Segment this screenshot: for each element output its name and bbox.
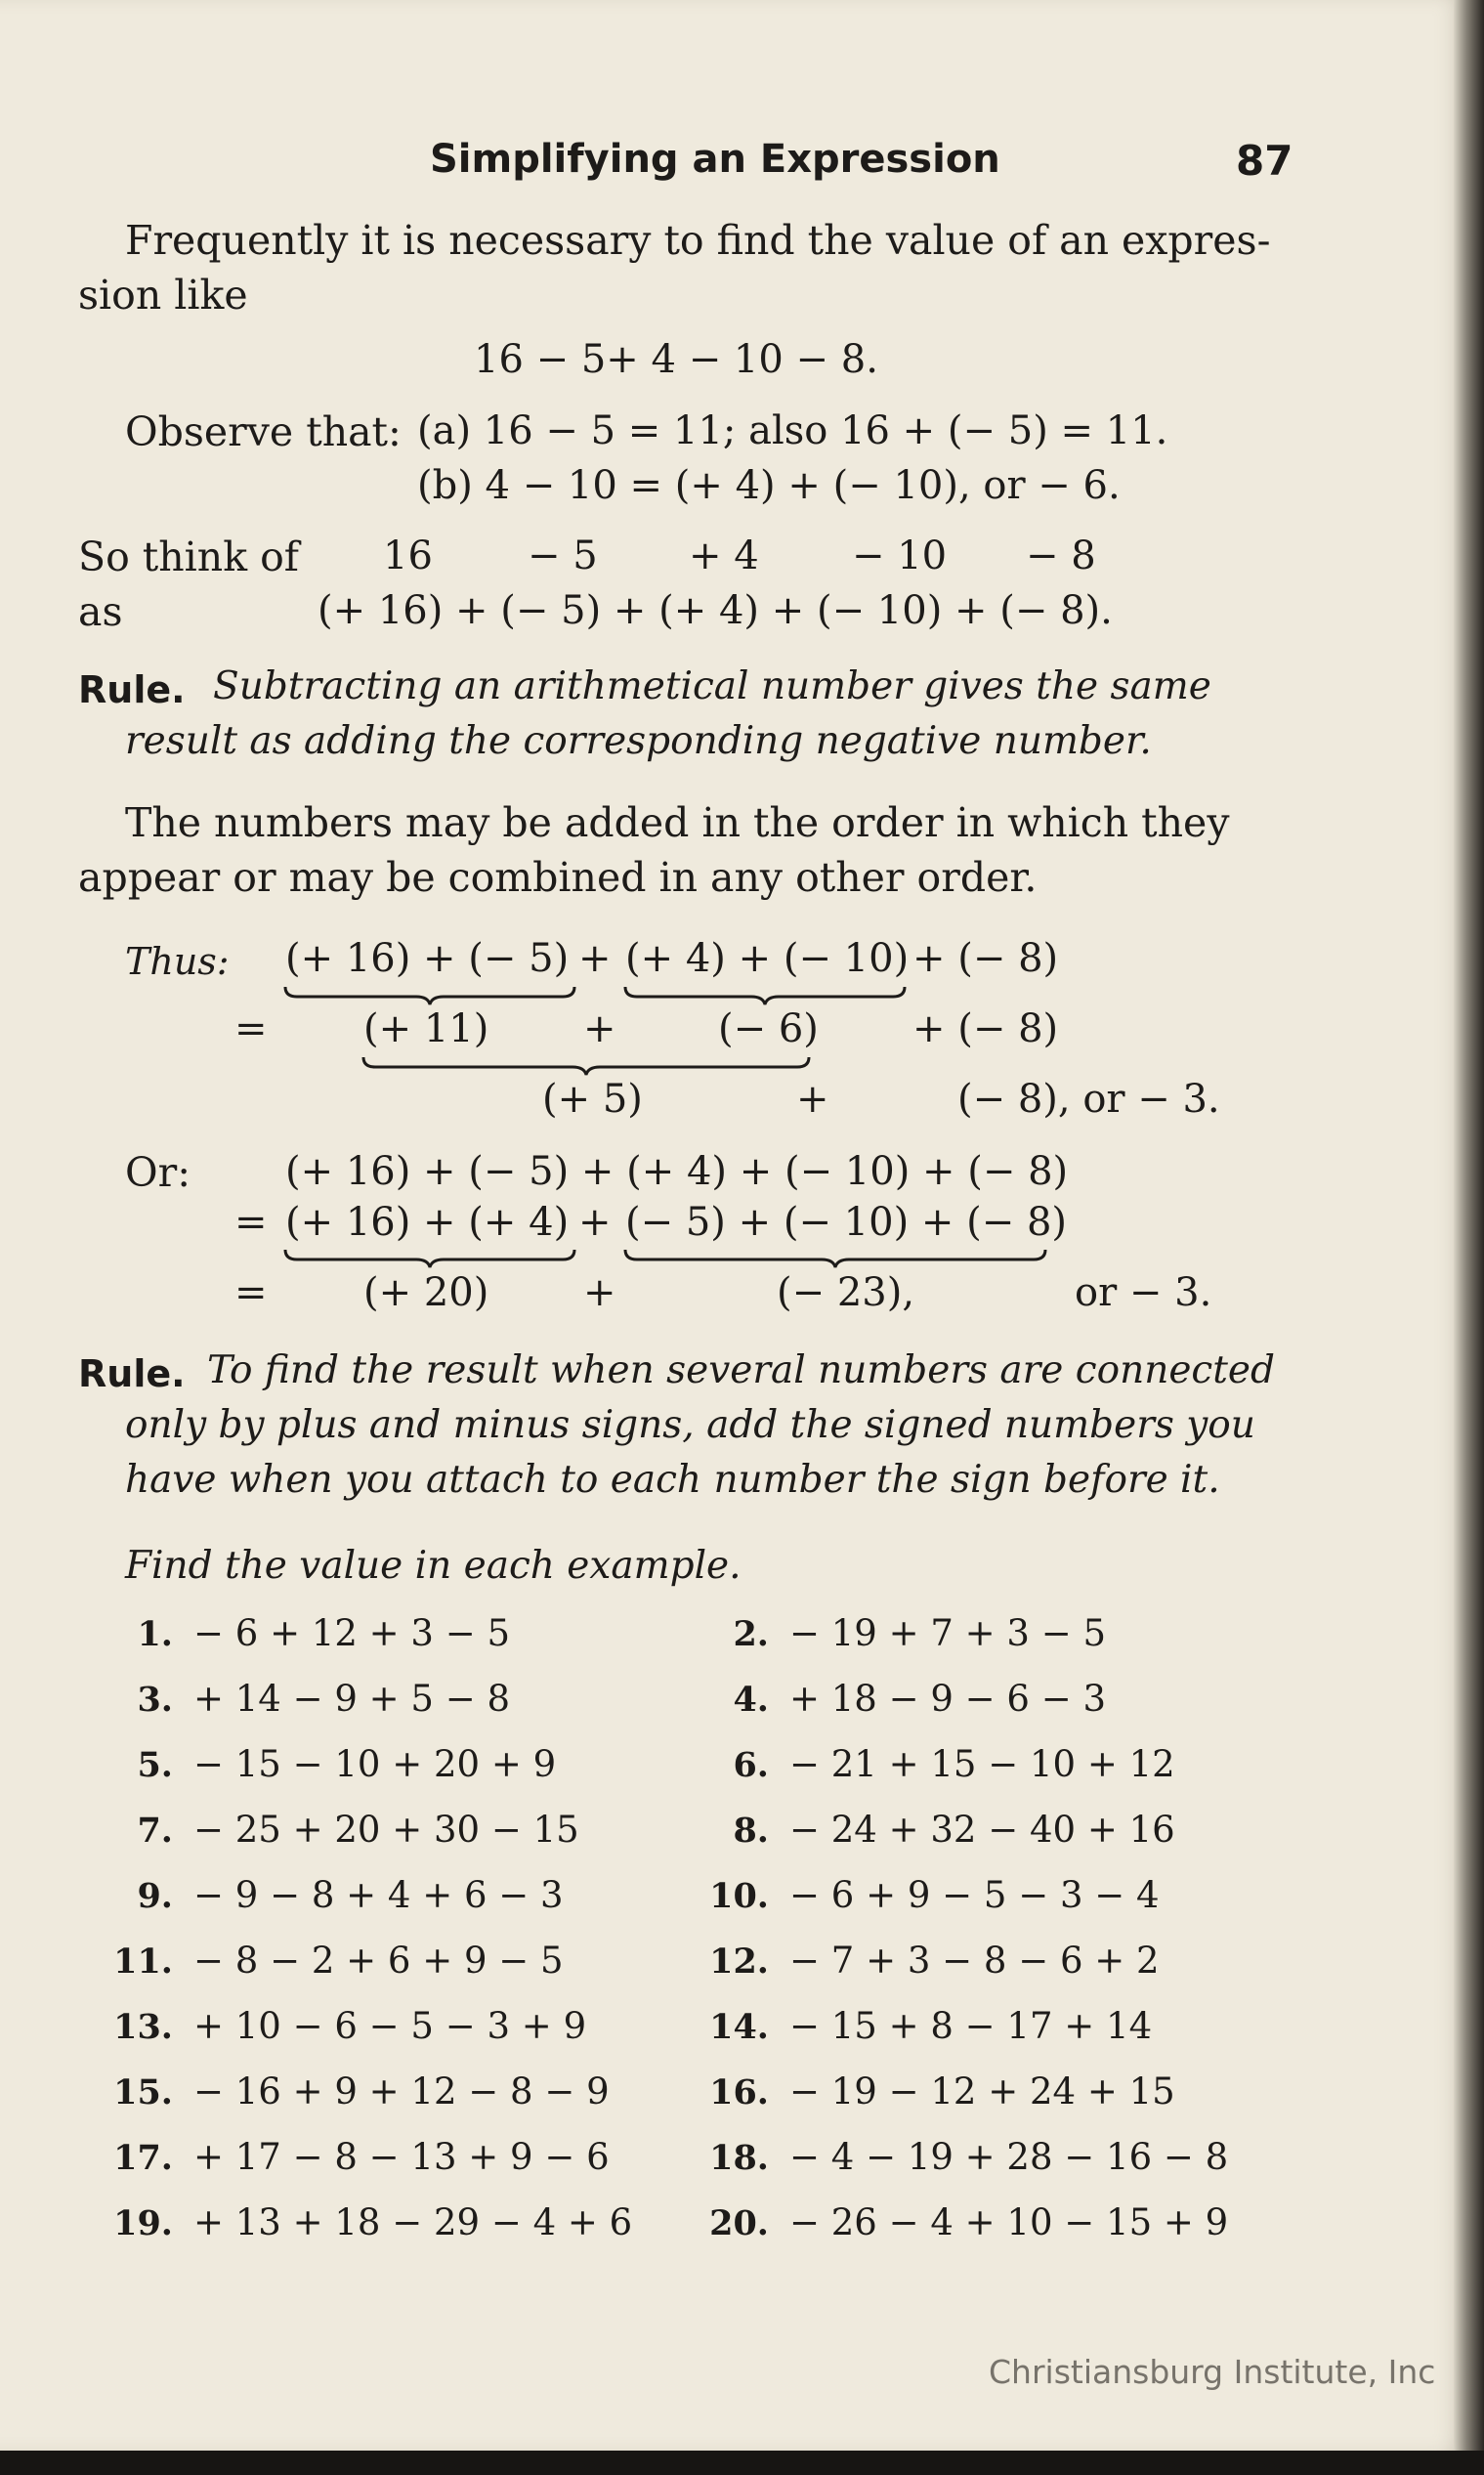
exercise-expression: − 15 − 10 + 20 + 9: [193, 1743, 557, 1785]
rule-2-line-1: To find the result when several numbers are connected: [207, 1348, 1275, 1392]
exercise-number: 10.: [709, 1876, 769, 1916]
exercises-instruction: Find the value in each example.: [125, 1544, 742, 1588]
exercise-expression: − 15 + 8 − 17 + 14: [789, 2005, 1153, 2047]
exercise-number: 6.: [733, 1745, 769, 1785]
or-eq-1: =: [234, 1200, 268, 1245]
or-row3-a: (+ 20): [363, 1270, 489, 1315]
or-eq-2: =: [234, 1270, 268, 1315]
order-line-2: appear or may be combined in any other order.: [78, 854, 1038, 901]
or-row2-b: (− 5) + (− 10) + (− 8): [625, 1200, 1068, 1245]
exercise-expression: − 8 − 2 + 6 + 9 − 5: [193, 1940, 564, 1982]
think-term-5: − 8: [1026, 533, 1096, 578]
thus-eq: =: [234, 1006, 268, 1051]
intro-line-2: sion like: [78, 272, 248, 319]
thus-row2-tail: + (− 8): [912, 1006, 1059, 1051]
exercise-expression: + 14 − 9 + 5 − 8: [193, 1678, 511, 1720]
thus-row1-tail: + (− 8): [912, 936, 1059, 981]
exercise-expression: − 16 + 9 + 12 − 8 − 9: [193, 2070, 610, 2112]
page-number: 87: [1236, 137, 1293, 185]
thus-row3-plus: +: [796, 1077, 829, 1122]
or-brace-1: [283, 1248, 576, 1269]
exercise-expression: − 19 + 7 + 3 − 5: [789, 1612, 1107, 1654]
exercise-number: 15.: [113, 2072, 173, 2112]
exercise-expression: − 7 + 3 − 8 − 6 + 2: [789, 1940, 1160, 1982]
exercise-expression: − 25 + 20 + 30 − 15: [193, 1809, 579, 1851]
exercise-number: 11.: [113, 1942, 173, 1982]
think-term-2: − 5: [528, 533, 598, 578]
background-strip: [0, 2451, 1484, 2475]
intro-expression: 16 − 5+ 4 − 10 − 8.: [474, 337, 878, 382]
thus-row1-group-a: (+ 16) + (− 5): [285, 936, 570, 981]
exercise-number: 17.: [113, 2138, 173, 2178]
rule-1-line-2: result as adding the corresponding negative number.: [125, 719, 1152, 763]
rule-2-line-3: have when you attach to each number the sign before it.: [125, 1458, 1220, 1502]
watermark: Christiansburg Institute, Inc: [989, 2353, 1436, 2391]
or-row3-b: (− 23),: [777, 1270, 915, 1315]
or-row2-plus: +: [578, 1200, 612, 1245]
rule-1-label: Rule.: [78, 668, 186, 711]
exercise-expression: − 6 + 12 + 3 − 5: [193, 1612, 511, 1654]
exercise-expression: + 10 − 6 − 5 − 3 + 9: [193, 2005, 587, 2047]
exercise-expression: + 17 − 8 − 13 + 9 − 6: [193, 2136, 610, 2178]
rule-2-line-2: only by plus and minus signs, add the signed numbers you: [125, 1403, 1255, 1447]
thus-row3-a: (+ 5): [542, 1077, 643, 1122]
or-row3-result: or − 3.: [1075, 1270, 1212, 1315]
thus-row3-result: (− 8), or − 3.: [957, 1077, 1220, 1122]
or-brace-2: [623, 1248, 1047, 1269]
order-line-1: The numbers may be added in the order in which they: [125, 799, 1230, 846]
or-row2-a: (+ 16) + (+ 4): [285, 1200, 570, 1245]
or-row1: (+ 16) + (− 5) + (+ 4) + (− 10) + (− 8): [285, 1149, 1069, 1194]
exercise-number: 19.: [113, 2203, 173, 2243]
thus-row1-plus: +: [578, 936, 612, 981]
exercise-number: 14.: [709, 2007, 769, 2047]
thus-brace-2: [623, 985, 907, 1006]
think-term-4: − 10: [852, 533, 948, 578]
thus-brace-1: [283, 985, 576, 1006]
thus-row2-plus: +: [583, 1006, 616, 1051]
exercise-expression: − 24 + 32 − 40 + 16: [789, 1809, 1175, 1851]
thus-row2-b: (− 6): [718, 1006, 819, 1051]
exercise-expression: − 21 + 15 − 10 + 12: [789, 1743, 1175, 1785]
observe-a: (a) 16 − 5 = 11; also 16 + (− 5) = 11.: [417, 408, 1168, 453]
rule-2-label: Rule.: [78, 1352, 186, 1395]
exercise-number: 9.: [137, 1876, 173, 1916]
exercise-number: 3.: [137, 1680, 173, 1720]
exercise-expression: − 9 − 8 + 4 + 6 − 3: [193, 1874, 564, 1916]
exercise-number: 5.: [137, 1745, 173, 1785]
intro-line-1: Frequently it is necessary to find the value of an expres-: [125, 217, 1271, 264]
page-edge: [1454, 0, 1484, 2475]
exercise-number: 12.: [709, 1942, 769, 1982]
exercise-expression: − 26 − 4 + 10 − 15 + 9: [789, 2201, 1229, 2243]
exercise-expression: + 18 − 9 − 6 − 3: [789, 1678, 1107, 1720]
think-as-expression: (+ 16) + (− 5) + (+ 4) + (− 10) + (− 8).: [318, 588, 1113, 633]
observe-b: (b) 4 − 10 = (+ 4) + (− 10), or − 6.: [417, 463, 1121, 508]
think-as-label: as: [78, 588, 123, 635]
exercise-number: 18.: [709, 2138, 769, 2178]
exercise-expression: − 4 − 19 + 28 − 16 − 8: [789, 2136, 1229, 2178]
thus-row1-group-b: (+ 4) + (− 10): [625, 936, 910, 981]
or-row3-plus: +: [583, 1270, 616, 1315]
exercise-number: 2.: [733, 1614, 769, 1654]
exercise-expression: − 19 − 12 + 24 + 15: [789, 2070, 1175, 2112]
exercise-expression: − 6 + 9 − 5 − 3 − 4: [789, 1874, 1160, 1916]
think-term-3: + 4: [689, 533, 759, 578]
thus-label: Thus:: [125, 940, 230, 983]
or-label: Or:: [125, 1149, 191, 1196]
exercise-number: 7.: [137, 1811, 173, 1851]
think-label: So think of: [78, 533, 299, 580]
exercise-number: 13.: [113, 2007, 173, 2047]
exercise-number: 20.: [709, 2203, 769, 2243]
think-term-1: 16: [383, 533, 433, 578]
observe-label: Observe that:: [125, 408, 402, 455]
thus-row2-a: (+ 11): [363, 1006, 489, 1051]
exercise-expression: + 13 + 18 − 29 − 4 + 6: [193, 2201, 633, 2243]
exercise-number: 16.: [709, 2072, 769, 2112]
exercise-number: 1.: [137, 1614, 173, 1654]
running-head-title: Simplifying an Expression: [430, 137, 1000, 182]
rule-1-line-1: Subtracting an arithmetical number gives the same: [213, 664, 1211, 708]
exercise-number: 8.: [733, 1811, 769, 1851]
exercise-number: 4.: [733, 1680, 769, 1720]
thus-brace-3: [361, 1055, 811, 1077]
